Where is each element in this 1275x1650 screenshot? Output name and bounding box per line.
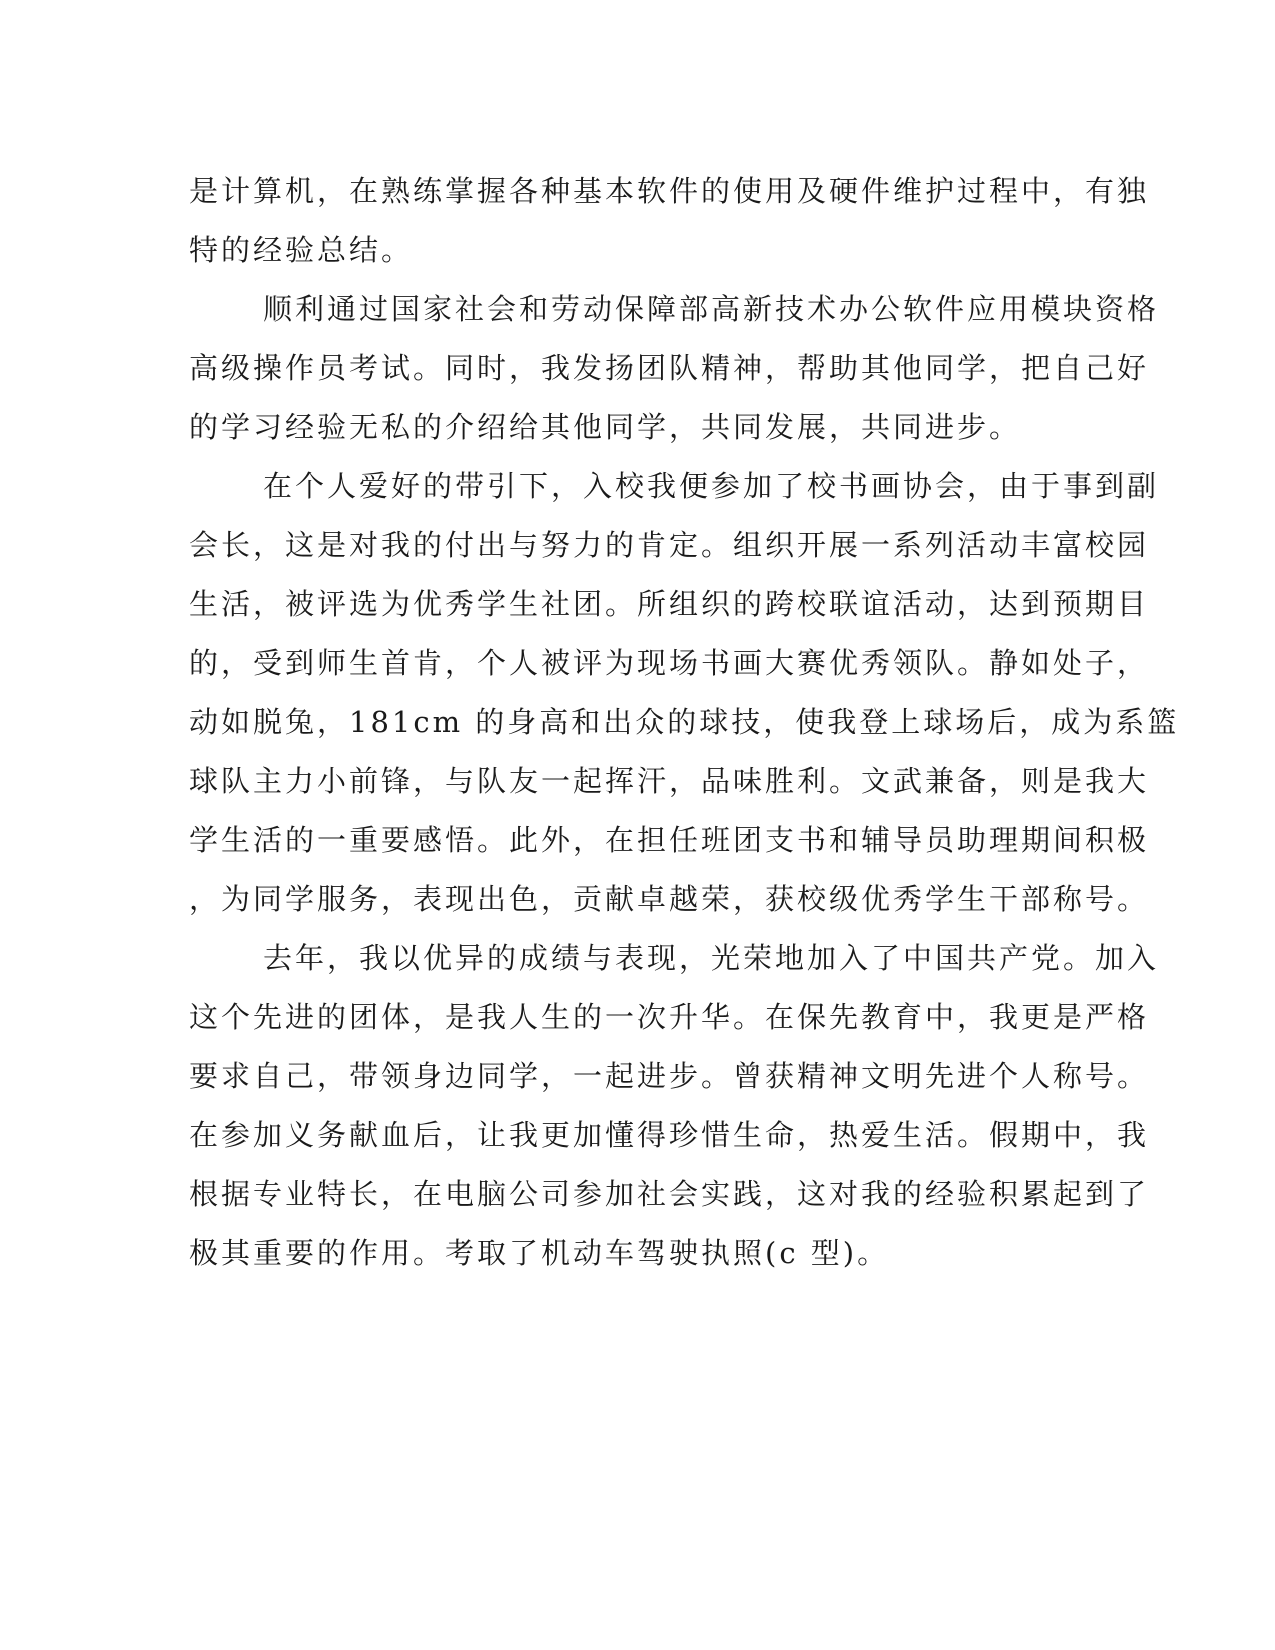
text-line: 根据专业特长，在电脑公司参加社会实践，这对我的经验积累起到了 — [189, 1177, 1150, 1211]
text-line: 高级操作员考试。同时，我发扬团队精神，帮助其他同学，把自己好 — [189, 351, 1150, 385]
text-line: 的，受到师生首肯，个人被评为现场书画大赛优秀领队。静如处子， — [189, 646, 1150, 680]
paragraph-first-line: 顺利通过国家社会和劳动保障部高新技术办公软件应用模块资格 — [263, 292, 1160, 326]
text-line: 生活，被评选为优秀学生社团。所组织的跨校联谊活动，达到预期目 — [189, 587, 1150, 621]
text-line: 这个先进的团体，是我人生的一次升华。在保先教育中，我更是严格 — [189, 1000, 1150, 1034]
text-line: 在参加义务献血后，让我更加懂得珍惜生命，热爱生活。假期中，我 — [189, 1118, 1150, 1152]
text-line: 特的经验总结。 — [189, 233, 414, 267]
text-line: 学生活的一重要感悟。此外，在担任班团支书和辅导员助理期间积极 — [189, 823, 1150, 857]
text-line: 会长，这是对我的付出与努力的肯定。组织开展一系列活动丰富校园 — [189, 528, 1150, 562]
paragraph-first-line: 去年，我以优异的成绩与表现，光荣地加入了中国共产党。加入 — [263, 941, 1160, 975]
text-line: 动如脱兔，181cm 的身高和出众的球技，使我登上球场后，成为系篮 — [189, 705, 1180, 739]
text-line: 的学习经验无私的介绍给其他同学，共同发展，共同进步。 — [189, 410, 1022, 444]
body-text — [189, 162, 1180, 1283]
text-line: 球队主力小前锋，与队友一起挥汗，品味胜利。文武兼备，则是我大 — [189, 764, 1150, 798]
text-line: 极其重要的作用。考取了机动车驾驶执照(c 型)。 — [189, 1236, 890, 1270]
text-line: 要求自己，带领身边同学，一起进步。曾获精神文明先进个人称号。 — [189, 1059, 1150, 1093]
text-line: ，为同学服务，表现出色，贡献卓越荣，获校级优秀学生干部称号。 — [189, 882, 1150, 916]
paragraph-first-line: 在个人爱好的带引下，入校我便参加了校书画协会，由于事到副 — [263, 469, 1160, 503]
text-line: 是计算机，在熟练掌握各种基本软件的使用及硬件维护过程中，有独 — [189, 174, 1150, 208]
